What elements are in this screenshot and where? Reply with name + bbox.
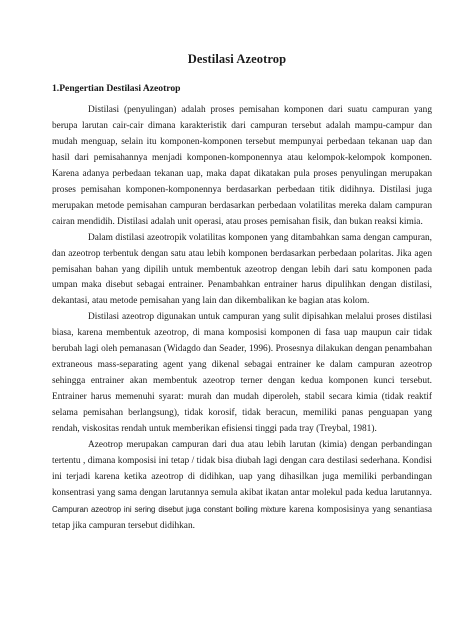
paragraph-azeotrop-tail: karena komposisinya yang senantiasa tetap jika campuran tersebut didihkan.	[52, 504, 432, 531]
paragraph-azeotrop-text: Azeotrop merupakan campuran dari dua atau lebih larutan (kimia) dengan perbandingan tertentu , dimana komposisi ini tetap / tidak bisa diubah lagi dengan cara destilasi sederhana. Kondisi ini terjadi karena ketika azeotrop di didihkan, uap yang dihasilkan juga memiliki perbandingan konsentrasi yang sama dengan larutannya semula akibat ikatan antar molekul pada kedua larutannya.	[52, 440, 432, 498]
paragraph-distilasi: Distilasi (penyulingan) adalah proses pemisahan komponen dari suatu campuran yang berupa larutan cair-cair dimana karakteristik dari campuran tersebut adalah mampu-campur dan mudah menguap, selain itu komponen-komponen tersebut mempunyai perbedaan tekanan uap dan hasil dari pemisahannya menjadi komponen-komponennya atau kelompok-kelompok komponen. Karena adanya perbedaan tekanan uap, maka dapat dikatakan pula proses penyulingan merupakan proses pemisahan komponen-komponennya berdasarkan perbedaan titik didihnya. Distilasi juga merupakan metode pemisahan campuran berdasarkan perbedaan volatilitas mereka dalam campuran cairan mendidih. Distilasi adalah unit operasi, atau proses pemisahan fisik, dan bukan reaksi kimia.	[52, 105, 432, 227]
paragraph-distilasi-azeotropik: Dalam distilasi azeotropik volatilitas komponen yang ditambahkan sama dengan campuran, dan azeotrop terbentuk dengan satu atau lebih komponen berdasarkan perbedaan polaritas. Jika agen pemisahan bahan yang dipilih untuk membentuk azeotrop dengan lebih dari satu komponen pada umpan maka disebut sebagai entrainer. Penambahkan entrainer harus dipulihkan dengan distilasi, dekantasi, atau metode pemisahan yang lain dan dikembalikan ke bagian atas kolom.	[52, 232, 432, 307]
paragraph-azeotrop	[52, 438, 432, 535]
section-heading: 1.Pengertian Destilasi Azeotrop	[52, 83, 181, 94]
document-body	[52, 103, 432, 535]
document-title: Destilasi Azeotrop	[187, 52, 287, 66]
paragraph-distilasi-azeotrop: Distilasi azeotrop digunakan untuk campuran yang sulit dipisahkan melalui proses distilasi biasa, karena membentuk azeotrop, di mana komposisi komponen di fasa uap maupun cair tidak berubah lagi oleh pemanasan (Widagdo dan Seader, 1996). Prosesnya dilakukan dengan penambahan extraneous mass-separating agent yang dikenal sebagai entrainer ke dalam campuran azeotrop sehingga entrainer akan membentuk azeotrop terner dengan kedua komponen kunci tersebut. Entrainer harus memenuhi syarat: murah dan mudah diperoleh, stabil secara kimia (tidak reaktif selama pemisahan berlangsung), tidak korosif, tidak beracun, memiliki panas penguapan yang rendah, viskositas rendah untuk memberikan efisiensi tinggi pada tray (Treybal, 1981).	[52, 312, 432, 435]
paragraph-azeotrop-small-text: Campuran azeotrop ini sering disebut juga constant boiling mixture	[52, 504, 286, 514]
